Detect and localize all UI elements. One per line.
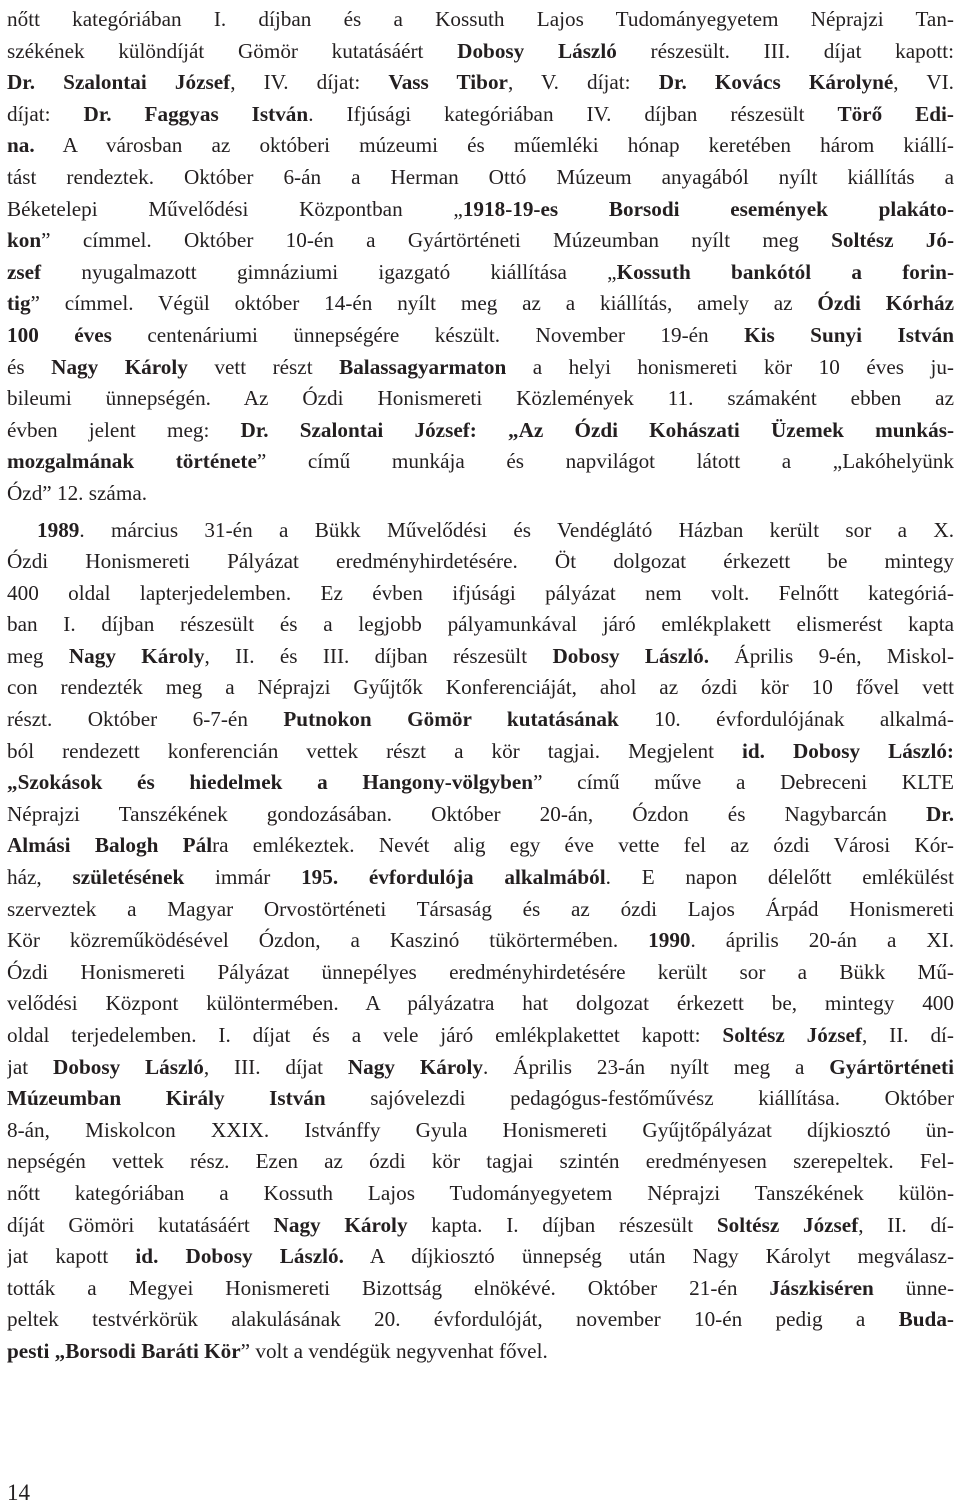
bold-text: Múzeumban Király István	[7, 1086, 326, 1111]
text-line	[7, 383, 954, 415]
bold-text: Kis Sunyi István	[744, 322, 954, 347]
bold-text: Buda-	[898, 1307, 954, 1332]
bold-text: Soltész József	[716, 1212, 859, 1237]
text-run: immár	[184, 865, 302, 890]
text-line	[7, 478, 954, 510]
text-run: ” című munkája és napvilágot látott a „Lakóhelyünk	[256, 449, 954, 474]
bold-text: Dr.	[925, 801, 954, 826]
bold-text: Balassagyarmaton	[339, 354, 507, 379]
bold-text: Nagy Károly	[273, 1212, 408, 1237]
bold-text: Dobosy László	[457, 38, 617, 63]
text-line	[7, 1115, 954, 1147]
text-run: 8-án, Miskolcon XXIX. Istvánffy Gyula Honismereti Gyűjtőpályázat díjkiosztó ün-	[7, 1117, 954, 1142]
text-run: , III. díjat	[203, 1054, 348, 1079]
text-run: ra emlékeztek. Nevét alig egy éve vette fel az ózdi Városi Kór-	[212, 833, 954, 858]
bold-text: Nagy Károly	[51, 354, 188, 379]
bold-text: Soltész József	[722, 1023, 862, 1047]
bold-text: Dr. Kovács Károlyné	[658, 70, 894, 95]
bold-text: id. Dobosy László:	[741, 738, 954, 763]
text-run: Ózd” 12. száma.	[7, 480, 148, 505]
body-text	[7, 4, 954, 1368]
text-line	[7, 578, 954, 610]
text-run: jat kapott	[7, 1244, 136, 1269]
text-line	[7, 225, 954, 257]
bold-text: kon	[7, 228, 42, 253]
text-run: nőtt kategóriában I. díjban és a Kossuth Lajos Tudományegyetem Néprajzi Tan-	[7, 7, 954, 31]
bold-text: Kossuth bankótól a forin-	[616, 259, 954, 284]
text-run: a helyi honismereti kör 10 éves ju-	[506, 354, 954, 379]
text-line	[7, 862, 954, 894]
text-run: bileumi ünnepségén. Az Ózdi Honismereti Közlemények 11. számaként ebben az	[7, 386, 954, 411]
text-run: . E napon délelőtt emlékülést	[605, 865, 954, 890]
text-run: és	[7, 354, 52, 379]
text-line	[7, 352, 954, 384]
text-line	[7, 415, 954, 447]
text-line	[7, 320, 954, 352]
page-number: 14	[7, 1480, 30, 1505]
text-line	[7, 1273, 954, 1305]
text-line	[7, 1052, 954, 1084]
text-line	[7, 257, 954, 289]
text-run: vett részt	[187, 354, 340, 379]
text-line	[7, 609, 954, 641]
text-line	[7, 830, 954, 862]
text-line	[7, 736, 954, 768]
text-run: . Ifjúsági kategóriában IV. díjban részesült	[308, 101, 838, 126]
text-run: Néprajzi Tanszékének gondozásában. Október 20-án, Ózdon és Nagybarcán	[7, 801, 926, 826]
text-line	[7, 641, 954, 673]
text-run: , IV. díjat:	[230, 70, 389, 95]
text-line	[7, 162, 954, 194]
bold-text: 1918-19-es Borsodi események plakáto-	[462, 196, 954, 221]
text-line	[7, 36, 954, 68]
text-line	[7, 767, 954, 799]
text-line	[7, 799, 954, 831]
text-run: . március 31-én a Bükk Művelődési és Vendéglátó Házban került sor a X.	[79, 517, 954, 542]
text-line	[7, 288, 954, 320]
text-run: ” című műve a Debreceni KLTE	[533, 770, 954, 795]
text-run: tást rendeztek. Október 6-án a Herman Ottó Múzeum anyagából nyílt kiállítás a	[7, 164, 954, 189]
text-run: szerveztek a Magyar Orvostörténeti Társaság és az ózdi Lajos Árpád Honismereti	[7, 896, 954, 921]
bold-text: Dr. Szalontai József	[7, 70, 231, 95]
text-line	[7, 1210, 954, 1242]
text-run: A városban az októberi múzeumi és műemléki hónap keretében három kiállí-	[34, 133, 954, 158]
bold-text: Almási Balogh Pál	[7, 833, 213, 858]
text-run: ” volt a vendégük negyvenhat fővel.	[240, 1338, 548, 1363]
text-run: ” címmel. Október 10-én a Gyártörténeti Múzeumban nyílt meg	[41, 228, 832, 253]
text-line	[7, 67, 954, 99]
bold-text: 100 éves	[7, 322, 112, 347]
bold-text: Gyártörténeti	[829, 1054, 954, 1079]
bold-text: Jászkiséren	[769, 1275, 874, 1300]
text-line	[7, 1178, 954, 1210]
text-run: évben jelent meg:	[7, 417, 241, 442]
text-run: , II. dí-	[858, 1212, 954, 1237]
bold-text: Dobosy László.	[552, 643, 710, 668]
text-line	[7, 672, 954, 704]
bold-text: Dr. Faggyas István	[83, 101, 309, 126]
text-line	[7, 99, 954, 131]
bold-text: „Szokások és hiedelmek a Hangony-völgyben	[7, 770, 534, 795]
text-line	[7, 957, 954, 989]
bold-text: mozgalmának története	[7, 449, 257, 474]
text-run: centenáriumi ünnepségére készült. November 19-én	[111, 322, 745, 347]
text-run: Ózdi Honismereti Pályázat eredményhirdetésére. Öt dolgozat érkezett be mintegy	[7, 549, 954, 574]
text-line	[7, 446, 954, 478]
text-run: meg	[7, 643, 69, 668]
text-run: székének különdíját Gömör kutatásáért	[7, 38, 458, 63]
text-run: ból rendezett konferencián vettek részt a kör tagjai. Megjelent	[7, 738, 742, 763]
bold-text: Dobosy László	[53, 1054, 204, 1079]
text-line	[7, 894, 954, 926]
bold-text: Dr. Szalontai József: „Az Ózdi Kohászati Üzemek munkás-	[240, 417, 954, 442]
text-run: ház,	[7, 865, 73, 890]
text-run: tották a Megyei Honismereti Bizottság elnökévé. Október 21-én	[7, 1275, 770, 1300]
text-run: Április 9-én, Miskol-	[709, 643, 954, 668]
text-run: , V. díjat:	[507, 70, 659, 95]
text-line	[7, 1020, 954, 1052]
bold-text: tig	[7, 291, 31, 316]
text-run: , VI.	[893, 70, 954, 95]
text-run: nepségén vettek rész. Ezen az ózdi kör tagjai szintén eredményesen szerepeltek. Fel-	[7, 1149, 954, 1174]
text-line	[7, 4, 954, 36]
text-line	[7, 988, 954, 1020]
text-run: sajóvelezdi pedagógus-festőművész kiállítása. Október	[325, 1086, 954, 1111]
bold-text: Törő Edi-	[837, 101, 954, 126]
bold-text: Putnokon Gömör kutatásának	[283, 707, 619, 732]
bold-text: zsef	[7, 259, 42, 284]
bold-text: 195. évfordulója alkalmából	[301, 865, 606, 890]
text-run: nőtt kategóriában a Kossuth Lajos Tudományegyetem Néprajzi Tanszékének külön-	[7, 1180, 954, 1205]
text-line	[7, 704, 954, 736]
bold-text: Ózdi Kórház	[817, 291, 954, 316]
text-run: peltek testvérkörük alakulásának 20. évfordulóját, november 10-én pedig a	[7, 1307, 899, 1332]
text-run: Kör közreműködésével Ózdon, a Kaszinó tükörtermében.	[7, 928, 649, 953]
text-run: velődési Központ különtermében. A pályázatra hat dolgozat érkezett be, mintegy 400	[7, 991, 954, 1016]
text-line	[7, 1241, 954, 1273]
text-line	[7, 1336, 954, 1368]
text-run: Ózdi Honismereti Pályázat ünnepélyes eredményhirdetésére került sor a Bükk Mű-	[7, 959, 954, 984]
bold-text: születésének	[72, 865, 185, 890]
text-run: Béketelepi Művelődési Központban „	[7, 196, 463, 221]
bold-text: id. Dobosy László.	[135, 1244, 344, 1269]
text-run: , II. dí-	[861, 1023, 954, 1047]
bold-text: Vass Tibor	[388, 70, 508, 95]
text-run: ” címmel. Végül október 14-én nyílt meg az a kiállítás, amely az	[30, 291, 818, 316]
text-line	[7, 515, 954, 547]
bold-text: na.	[7, 133, 35, 158]
bold-text: 1989	[37, 517, 80, 542]
text-run: díját Gömöri kutatásáért	[7, 1212, 274, 1237]
paragraph-1989	[7, 515, 954, 1368]
text-run: ban I. díjban részesült és a legjobb pályamunkával járó emlékplakett elismerést kapta	[7, 612, 954, 637]
text-run: díjat:	[7, 101, 84, 126]
text-line	[7, 130, 954, 162]
text-run: . Április 23-án nyílt meg a	[483, 1054, 830, 1079]
text-run: oldal terjedelemben. I. díjat és a vele járó emlékplakettet kapott:	[7, 1023, 723, 1047]
text-line	[7, 1083, 954, 1115]
bold-text: Soltész Jó-	[831, 228, 954, 253]
bold-text: 1990	[648, 928, 691, 953]
text-line	[7, 925, 954, 957]
text-run: 400 oldal lapterjedelemben. Ez évben ifjúsági pályázat nem volt. Felnőtt kategóriá-	[7, 580, 954, 605]
bold-text: pesti „Borsodi Baráti Kör	[7, 1338, 241, 1363]
text-line	[7, 194, 954, 226]
text-run: ünne-	[873, 1275, 954, 1300]
paragraph-1	[7, 4, 954, 510]
text-run: con rendezték meg a Néprajzi Gyűjtők Konferenciáját, ahol az ózdi kör 10 fővel vett	[7, 675, 954, 700]
text-run: jat	[7, 1054, 54, 1079]
text-line	[7, 546, 954, 578]
text-run: kapta. I. díjban részesült	[407, 1212, 717, 1237]
text-line	[7, 1146, 954, 1178]
bold-text: Nagy Károly	[347, 1054, 483, 1079]
text-run: nyugalmazott gimnáziumi igazgató kiállítása „	[41, 259, 617, 284]
text-run: . április 20-án a XI.	[690, 928, 954, 953]
text-line	[7, 1304, 954, 1336]
text-run: részesült. III. díjat kapott:	[616, 38, 954, 63]
text-run: részt. Október 6-7-én	[7, 707, 284, 732]
bold-text: Nagy Károly	[68, 643, 205, 668]
text-run: , II. és III. díjban részesült	[204, 643, 553, 668]
text-run: 10. évfordulójának alkalmá-	[618, 707, 954, 732]
text-run: A díjkiosztó ünnepség után Nagy Károlyt megválasz-	[343, 1244, 954, 1269]
